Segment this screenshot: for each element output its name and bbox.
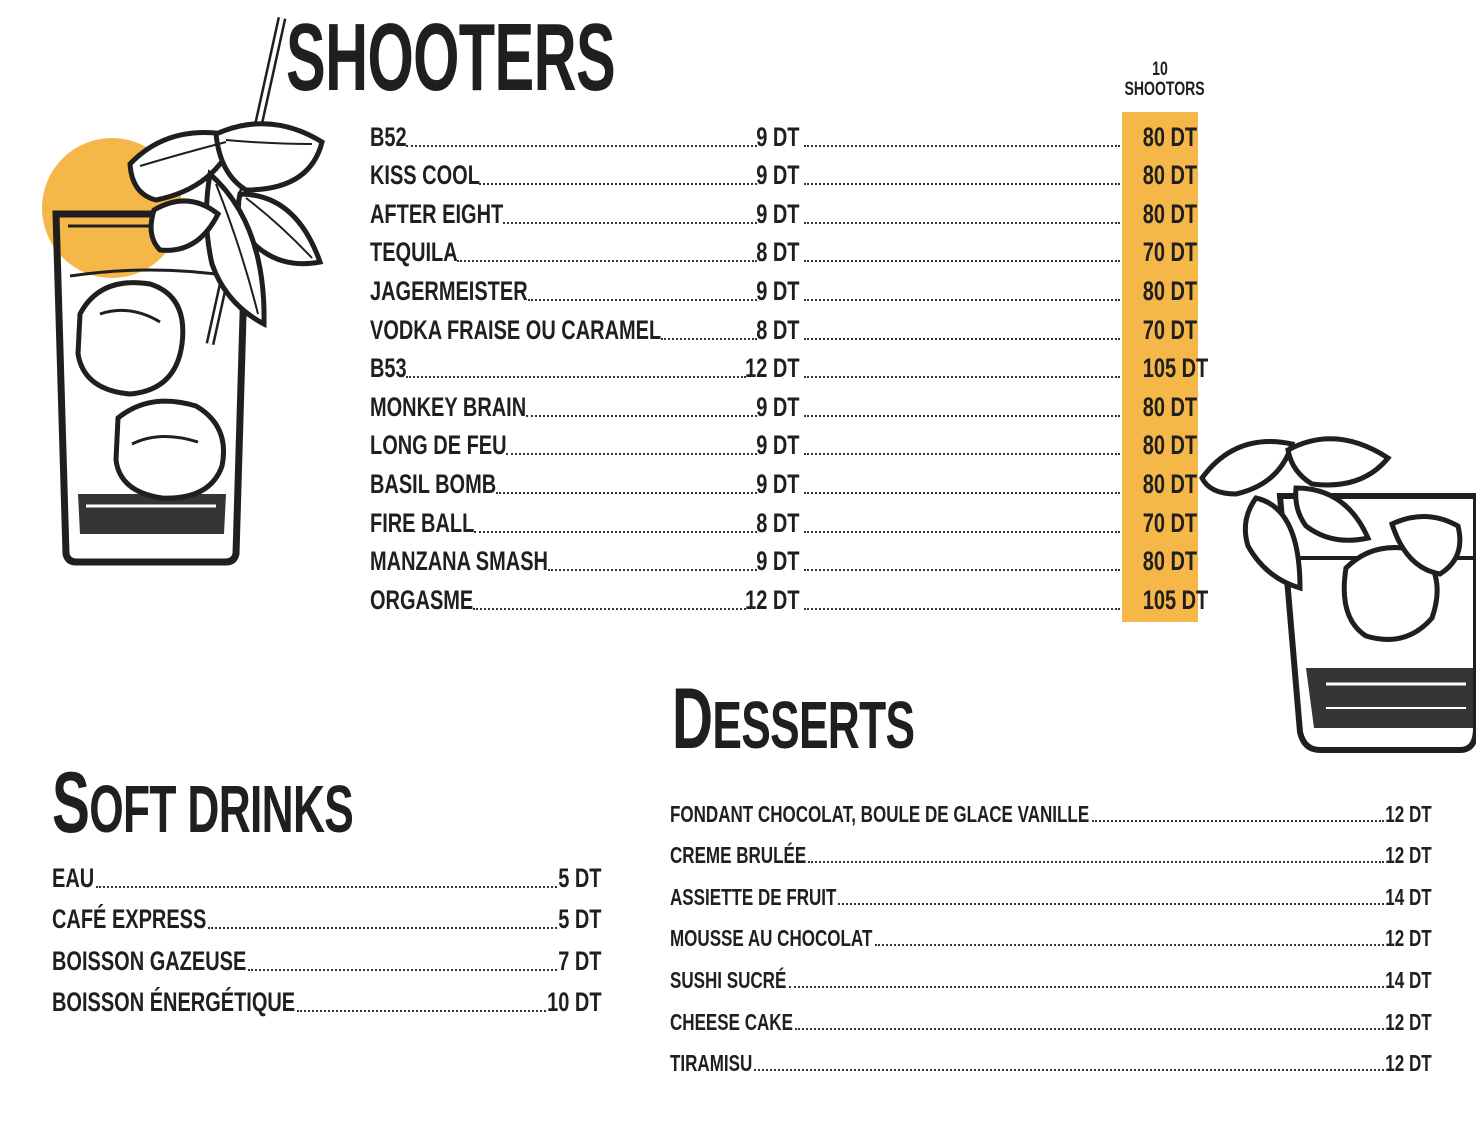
list-item — [670, 1036, 1432, 1078]
list-item — [52, 935, 602, 977]
item-name: B53 — [370, 353, 407, 384]
desserts-list — [670, 786, 1432, 1077]
item-price: 9 DT — [756, 275, 800, 306]
item-price-10: 70 DT — [1142, 314, 1198, 345]
list-item — [52, 852, 602, 894]
item-name: FIRE BALL — [370, 507, 475, 538]
highball-glass-icon — [20, 14, 340, 574]
item-price-10: 80 DT — [1142, 468, 1198, 499]
item-name: MOUSSE AU CHOCOLAT — [670, 925, 873, 952]
item-price: 5 DT — [558, 904, 602, 934]
item-name: SUSHI SUCRÉ — [670, 966, 787, 993]
item-name: CREME BRULÉE — [670, 842, 807, 869]
item-price: 14 DT — [1385, 966, 1432, 993]
item-price-10: 105 DT — [1142, 353, 1209, 384]
item-name: B52 — [370, 121, 407, 152]
item-price-10: 80 DT — [1142, 160, 1198, 191]
list-item — [370, 268, 1196, 307]
item-price-10: 70 DT — [1142, 507, 1198, 538]
item-name: AFTER EIGHT — [370, 198, 504, 229]
item-price: 8 DT — [756, 237, 800, 268]
item-name: VODKA FRAISE OU CARAMEL — [370, 314, 662, 345]
desserts-title: DESSERTS — [672, 671, 915, 767]
item-price: 12 DT — [745, 353, 800, 384]
item-name: CAFÉ EXPRESS — [52, 904, 207, 934]
item-price: 12 DT — [1385, 1008, 1432, 1035]
item-price: 9 DT — [756, 546, 800, 577]
list-item — [670, 911, 1432, 953]
list-item — [52, 894, 602, 936]
item-name: BOISSON ÉNERGÉTIQUE — [52, 987, 296, 1017]
item-price: 7 DT — [558, 945, 602, 976]
item-price-10: 105 DT — [1142, 584, 1209, 615]
list-item — [370, 307, 1196, 346]
item-name: JAGERMEISTER — [370, 275, 528, 306]
item-price: 12 DT — [1385, 1050, 1432, 1077]
list-item — [370, 577, 1209, 616]
item-name: TEQUILA — [370, 237, 458, 268]
item-price-10: 80 DT — [1142, 546, 1198, 577]
item-name: KISS COOL — [370, 160, 480, 191]
list-item — [370, 114, 1196, 153]
item-name: MANZANA SMASH — [370, 546, 548, 577]
rocks-glass-icon — [1196, 428, 1476, 760]
list-item — [370, 153, 1196, 192]
list-item — [670, 828, 1432, 870]
list-item — [370, 230, 1196, 269]
item-name: MONKEY BRAIN — [370, 391, 527, 422]
item-price-10: 70 DT — [1142, 237, 1198, 268]
list-item — [670, 994, 1432, 1036]
item-price: 12 DT — [1385, 842, 1432, 869]
item-price: 8 DT — [756, 507, 800, 538]
item-price-10: 80 DT — [1142, 198, 1198, 229]
item-price: 9 DT — [756, 160, 800, 191]
pack-header-label: SHOOTORS — [1124, 79, 1205, 100]
list-item — [370, 346, 1209, 385]
item-price: 8 DT — [756, 314, 800, 345]
item-price-10: 80 DT — [1142, 275, 1198, 306]
item-price: 12 DT — [1385, 925, 1432, 952]
list-item — [370, 191, 1196, 230]
item-name: LONG DE FEU — [370, 430, 507, 461]
item-name: ORGASME — [370, 584, 474, 615]
list-item — [370, 423, 1196, 462]
soft-drinks-title: SOFT DRINKS — [52, 755, 354, 851]
list-item — [670, 952, 1432, 994]
item-price: 9 DT — [756, 391, 800, 422]
item-price: 9 DT — [756, 198, 800, 229]
item-name: CHEESE CAKE — [670, 1008, 793, 1035]
item-price-10: 80 DT — [1142, 121, 1198, 152]
item-price: 12 DT — [745, 584, 800, 615]
item-name: EAU — [52, 862, 95, 893]
item-name: BASIL BOMB — [370, 468, 497, 499]
item-price-10: 80 DT — [1142, 430, 1198, 461]
list-item — [370, 539, 1196, 578]
item-price: 10 DT — [547, 987, 602, 1017]
item-price: 12 DT — [1385, 800, 1432, 827]
pack-header — [1124, 59, 1205, 100]
item-name: FONDANT CHOCOLAT, BOULE DE GLACE VANILLE — [670, 800, 1090, 827]
item-price-10: 80 DT — [1142, 391, 1198, 422]
item-name: ASSIETTE DE FRUIT — [670, 883, 837, 910]
list-item — [670, 786, 1432, 828]
list-item — [52, 977, 602, 1019]
item-price: 5 DT — [558, 862, 602, 893]
list-item — [370, 500, 1196, 539]
item-price: 9 DT — [756, 430, 800, 461]
shooters-title: SHOOTERS — [286, 4, 616, 111]
soft-drinks-list — [52, 852, 602, 1018]
item-price: 9 DT — [756, 468, 800, 499]
list-item — [370, 384, 1196, 423]
item-name: BOISSON GAZEUSE — [52, 945, 247, 976]
shooters-list — [370, 114, 1209, 616]
item-price: 9 DT — [756, 121, 800, 152]
item-price: 14 DT — [1385, 883, 1432, 910]
list-item — [670, 869, 1432, 911]
list-item — [370, 461, 1196, 500]
item-name: TIRAMISU — [670, 1050, 753, 1077]
pack-header-count: 10 — [1152, 59, 1168, 80]
